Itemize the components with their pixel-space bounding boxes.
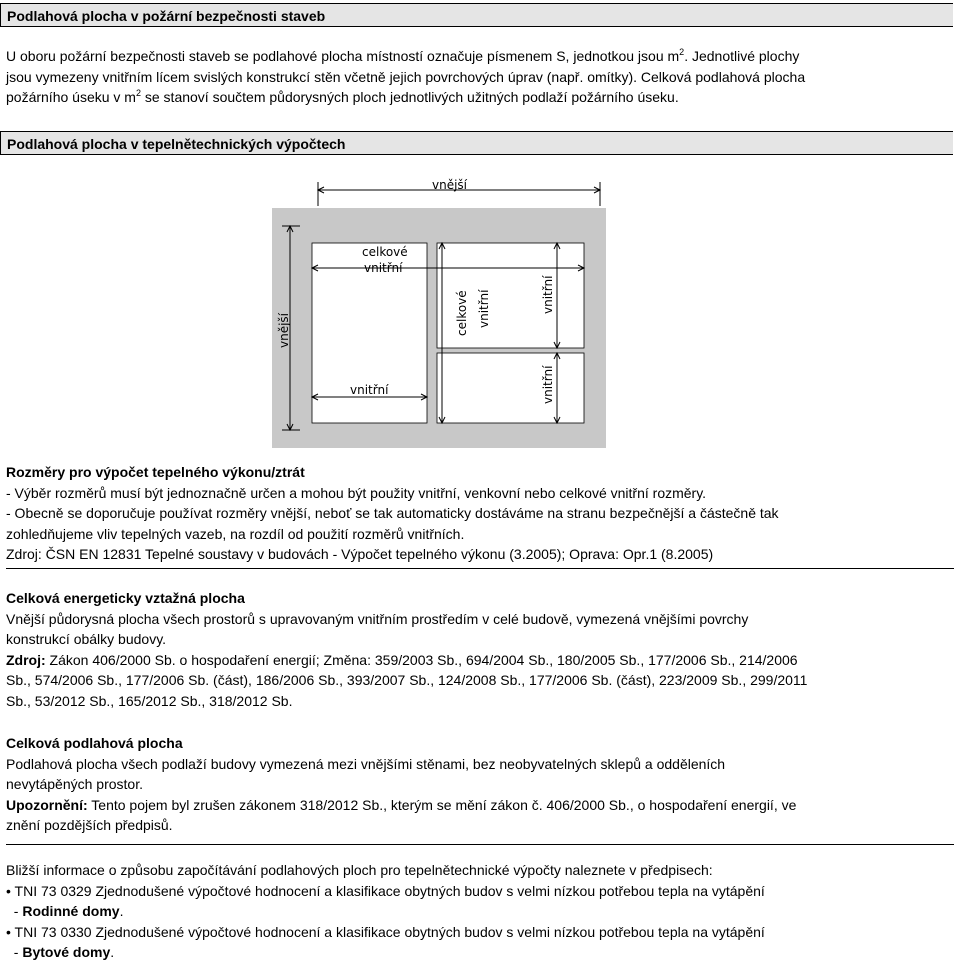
- section-heading-fire-safety: Podlahová plocha v požární bezpečnosti staveb: [0, 3, 953, 27]
- dimensions-line-1: - Výběr rozměrů musí být jednoznačně určen a mohou být použity vnitřní, venkovní nebo celkové vnitřní rozměry.: [6, 484, 707, 501]
- label-inner-right-bottom: vnitřní: [541, 365, 555, 404]
- room-right-bottom: [437, 353, 584, 423]
- label-total-inner-v1: celkové: [455, 290, 469, 336]
- dimensions-line-2: - Obecně se doporučuje používat rozměry vnější, neboť se tak automaticky dostáváme na stranu bezpečnější a částečně tak: [6, 505, 779, 522]
- label-inner-bottom: vnitřní: [350, 383, 389, 397]
- label-outer-top: vnější: [432, 178, 468, 192]
- divider-1: [6, 568, 954, 569]
- energy-area-block: Celková energeticky vztažná plocha Vnější půdorysná plocha všech prostorů s upravovaným vnitřním prostředím v celé budově, vymezená vnějšími povrchy konstrukcí obálky budovy. Zdroj: Zákon 406/2000 Sb. o hospodaření energií; Změna: 359/2003 Sb., 694/2004 Sb., 180/2005 Sb., 177/2006 Sb., 214/2006 Sb., 574/2006 Sb., 177/2006 Sb. (část), 186/2006 Sb., 393/2007 Sb., 124/2008 Sb., 177/2006 Sb. (část), 223/2009 Sb., 299/2011 Sb., 53/2012 Sb., 165/2012 Sb., 318/2012 Sb.: [6, 588, 954, 712]
- dimensions-source: Zdroj: ČSN EN 12831 Tepelné soustavy v budovách - Výpočet tepelného výkonu (3.2005); Oprava: Opr.1 (8.2005): [6, 546, 714, 563]
- floor-dimensions-diagram: [252, 168, 632, 458]
- label-total-inner-2: vnitřní: [364, 261, 403, 275]
- section-heading-thermal: Podlahová plocha v tepelnětechnických výpočtech: [0, 131, 953, 155]
- dimensions-heading: Rozměry pro výpočet tepelného výkonu/ztrát: [6, 464, 305, 480]
- regulation-item-1: • TNI 73 0329 Zjednodušené výpočtové hodnocení a klasifikace obytných budov s velmi nízkou potřebou tepla na vytápění: [6, 882, 765, 899]
- more-info-block: Bližší informace o způsobu započítávání podlahových ploch pro tepelnětechnické výpočty naleznete v předpisech: • TNI 73 0329 Zjednodušené výpočtové hodnocení a klasifikace obytných budov s velmi nízkou potřebou tepla na vytápění - Rodinné domy. • TNI 73 0330 Zjednodušené výpočtové hodnocení a klasifikace obytných budov s velmi nízkou potřebou tepla na vytápění - Bytové domy.: [6, 860, 954, 963]
- label-inner-right-top: vnitřní: [541, 275, 555, 314]
- label-total-inner-1: celkové: [362, 245, 408, 259]
- label-outer-left: vnější: [277, 312, 291, 348]
- dimensions-line-3: zohledňujeme vliv tepelných vazeb, na rozdíl od použití rozměrů vnitřních.: [6, 525, 465, 542]
- fire-safety-paragraph: U oboru požární bezpečnosti staveb se podlahové plocha místností označuje písmenem S, jednotkou jsou $m^2$. Jednotlivé plochy jsou vymezeny vnitřním lícem svislých konstrukcí stěn včetně jejich povrchových úprav (např. omítky). Celková podlahová plocha požárního úseku v $m^2$ se stanoví součtem půdorysných ploch jednotlivých užitných podlaží požárního úseku.: [6, 47, 806, 106]
- regulation-item-2: • TNI 73 0330 Zjednodušené výpočtové hodnocení a klasifikace obytných budov s velmi nízkou potřebou tepla na vytápění: [6, 923, 765, 940]
- label-total-inner-v2: vnitřní: [477, 289, 491, 328]
- dimensions-block: [6, 462, 954, 565]
- total-floor-area-heading: Celková podlahová plocha: [6, 735, 183, 751]
- total-floor-area-block: Celková podlahová plocha Podlahová plocha všech podlaží budovy vymezená mezi vnějšími stěnami, bez neobyvatelných sklepů a odděleních nevytápěných prostor. Upozornění: Tento pojem byl zrušen zákonem 318/2012 Sb., kterým se mění zákon č. 406/2000 Sb., o hospodaření energií, ve znění pozdějších předpisů.: [6, 733, 954, 836]
- energy-area-heading: Celková energeticky vztažná plocha: [6, 590, 245, 606]
- divider-2: [6, 844, 954, 845]
